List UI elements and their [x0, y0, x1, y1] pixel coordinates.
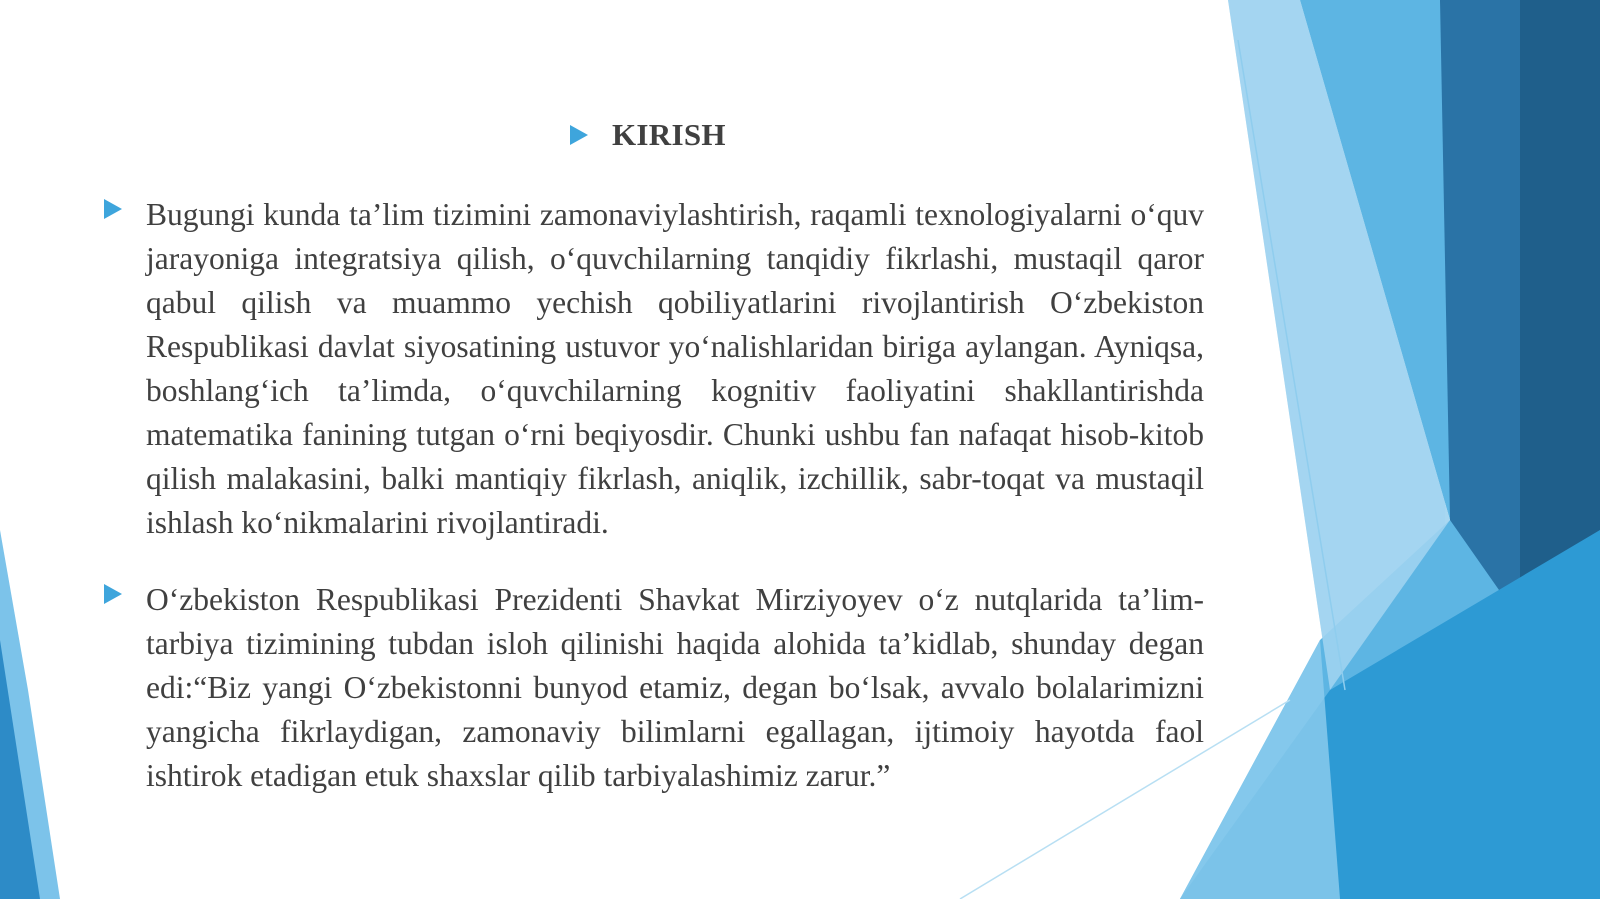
decor-shape-light-bottom-right	[1180, 640, 1340, 899]
paragraph-intro: Bugungi kunda ta’lim tizimini zamonaviylashtirish, raqamli texnologiyalarni o‘quv jarayoniga integratsiya qilish, o‘quvchilarning tanqidiy fikrlashi, mustaqil qaror qabul qilish va muammo yechish qobiliyatlarini rivojlantirish O‘zbekiston Respublikasi davlat siyosatining ustuvor yo‘nalishlaridan biriga aylangan. Ayniqsa, boshlang‘ich ta’limda, o‘quvchilarning kognitiv faoliyatini shakllantirishda matematika fanining tutgan o‘rni beqiyosdir. Chunki ushbu fan nafaqat hisob-kitob qilish malakasini, balki mantiqiy fikrlash, aniqlik, izchillik, sabr-toqat va mustaqil ishlash ko‘nikmalarini rivojlantiradi.	[146, 197, 1204, 540]
triangle-bullet-icon	[104, 584, 122, 604]
title-row	[570, 113, 726, 157]
slide-title: KIRISH	[612, 117, 726, 152]
triangle-bullet-icon	[104, 199, 122, 219]
paragraph-quote: O‘zbekiston Respublikasi Prezidenti Shavkat Mirziyoyev o‘z nutqlarida ta’lim-tarbiya tizimining tubdan isloh qilinishi haqida alohida ta’kidlab, shunday degan edi:“Biz yangi O‘zbekistonni bunyod etamiz, degan bo‘lsak, avvalo bolalarimizni yangicha fikrlaydigan, zamonaviy bilimlarni egallagan, ijtimoiy hayotda faol ishtirok etadigan etuk shaxslar qilib tarbiyalashimiz zarur.”	[146, 582, 1204, 793]
triangle-bullet-icon	[570, 125, 588, 145]
